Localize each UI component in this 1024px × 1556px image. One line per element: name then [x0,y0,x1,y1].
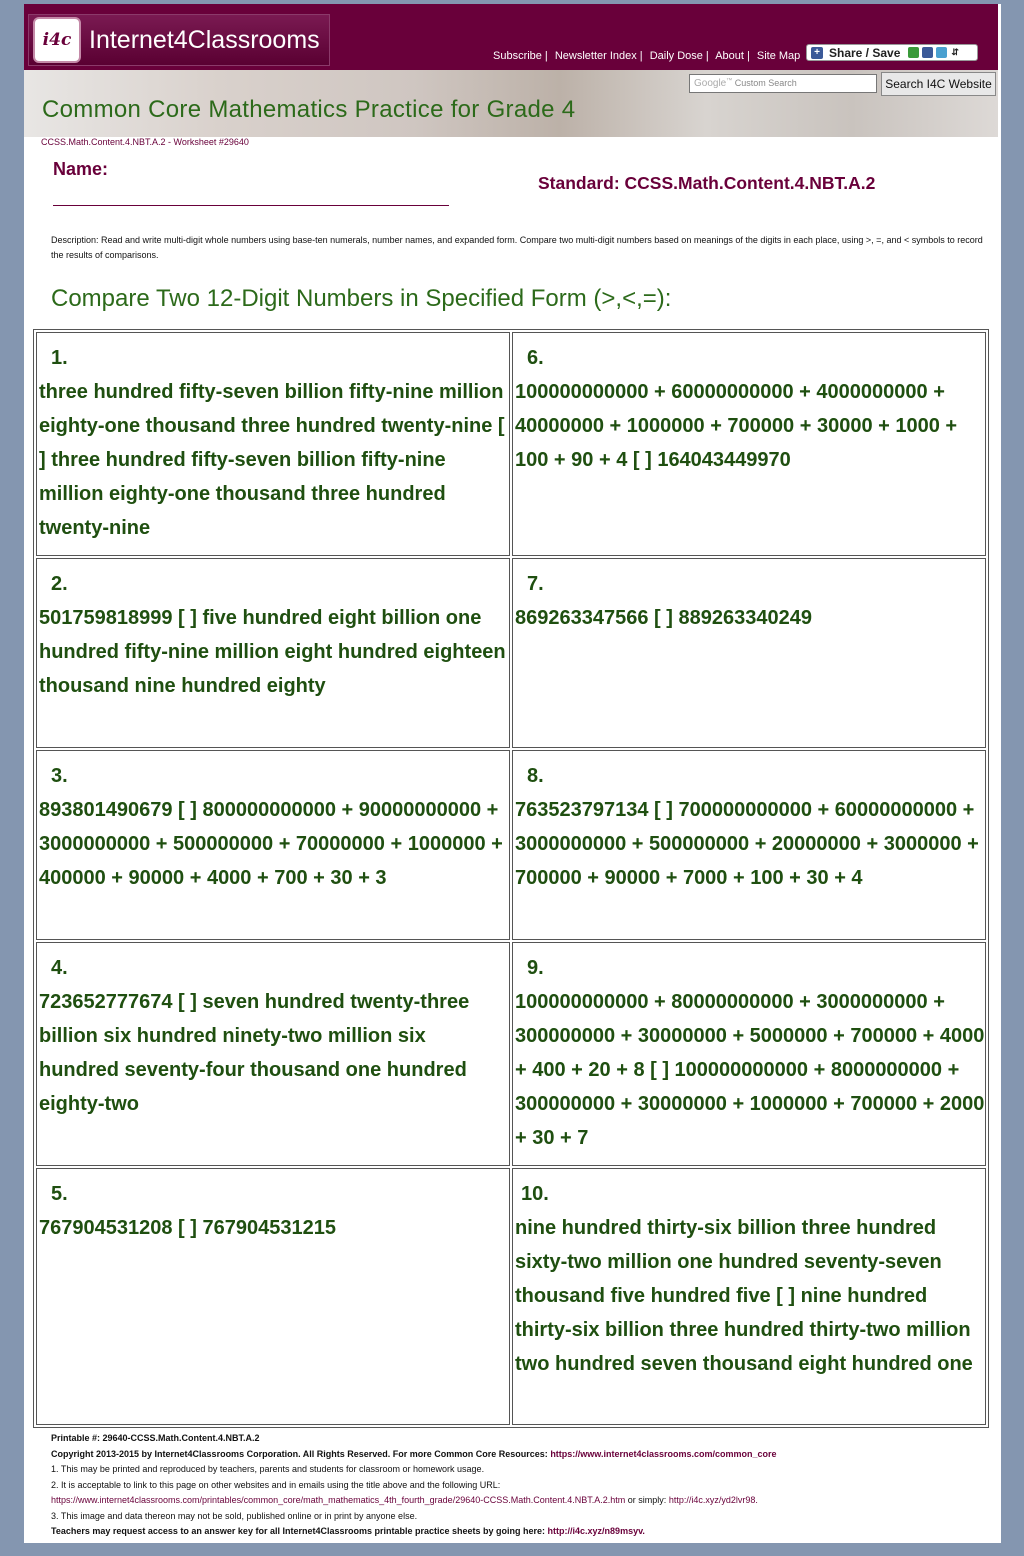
nav-site-map[interactable]: Site Map [756,50,801,62]
nav-about[interactable]: About [715,50,744,62]
problem-5 [36,1168,510,1425]
problem-number: 3. [51,765,68,787]
problem-4 [36,942,510,1166]
problem-text: nine hundred thirty-six billion three hundred sixty-two million one hundred seventy-seven thousand five hundred five [ ] nine hundred thirty-six billion three hundred thirty-two million two hundred seven thousand eight hundred one [515,1217,973,1375]
nav-newsletter-index[interactable]: Newsletter Index [554,50,637,62]
problem-grid [33,329,989,1428]
problem-2 [36,558,510,748]
problem-number: 2. [51,573,68,595]
problem-number: 5. [51,1183,68,1205]
common-core-link[interactable]: https://www.internet4classrooms.com/common_core [550,1448,777,1459]
problem-text: 100000000000 + 60000000000 + 4000000000 + 40000000 + 1000000 + 700000 + 30000 + 1000 + 100 + 90 + 4 [ ] 164043449970 [515,381,958,471]
nav-subscribe[interactable]: Subscribe [493,50,542,62]
banner [24,70,998,137]
email-share-icon [908,47,919,58]
footer [51,1431,991,1540]
problem-3 [36,750,510,940]
problem-text: 767904531208 [ ] 767904531215 [39,1217,336,1239]
answer-key-link[interactable]: http://i4c.xyz/n89msyv. [547,1526,645,1536]
name-line [53,205,449,206]
problem-text: 723652777674 [ ] seven hundred twenty-three billion six hundred ninety-two million six hundred seventy-four thousand one hundred eighty-two [39,991,470,1115]
problem-number: 4. [51,957,68,979]
search-placeholder: Custom Search [734,78,797,88]
problem-6 [512,332,986,556]
facebook-icon [922,47,933,58]
share-save-button[interactable] [806,44,978,61]
copyright: Copyright 2013-2015 by Internet4Classrooms Corporation. All Rights Reserved. For more Common Core Resources: https://www.internet4classrooms.com/common_core [51,1448,777,1459]
problem-number: 8. [527,765,544,787]
section-title: Compare Two 12-Digit Numbers in Specified Form (>,<,=): [51,285,672,312]
search-button[interactable]: Search I4C Website [881,72,996,96]
worksheet-url-link[interactable]: https://www.internet4classrooms.com/printables/common_core/math_mathematics_4th_fourth_grade/29640-CCSS.Math.Content.4.NBT.A.2.htm [51,1495,626,1505]
standard-label: Standard: CCSS.Math.Content.4.NBT.A.2 [538,173,876,193]
problem-number: 9. [527,957,544,979]
share-plus-icon: + [811,47,823,59]
page-title: Common Core Mathematics Practice for Grade 4 [42,96,576,123]
logo-text: Internet4Classrooms [89,26,320,54]
header-bar [24,4,998,70]
problem-9 [512,942,986,1166]
name-label: Name: [53,159,109,179]
problem-text: three hundred fifty-seven billion fifty-nine million eighty-one thousand three hundred twenty-nine [ ] three hundred fifty-seven billion fifty-nine million eighty-one thousand three hundred twenty-nine [39,381,505,539]
problem-text: 893801490679 [ ] 800000000000 + 90000000000 + 3000000000 + 500000000 + 70000000 + 1000000 + 400000 + 90000 + 4000 + 700 + 30 + 3 [39,799,503,889]
problem-text: 763523797134 [ ] 700000000000 + 60000000000 + 3000000000 + 500000000 + 20000000 + 3000000 + 700000 + 90000 + 7000 + 100 + 30 + 4 [515,799,979,889]
share-label: Share / Save [829,45,901,60]
twitter-icon [936,47,947,58]
answer-key-note: Teachers may request access to an answer key for all Internet4Classrooms printable practice sheets by going here: http://i4c.xyz/n89msyv. [51,1526,645,1536]
problem-7 [512,558,986,748]
nav-daily-dose[interactable]: Daily Dose [649,50,703,62]
i4c-logo-icon: i4c [33,17,81,63]
description: Description: Read and write multi-digit whole numbers using base-ten numerals, number names, and expanded form. Compare two multi-digit numbers based on meanings of the digits in each place, using >, =, and < symbols to record the results of comparisons. [51,235,983,260]
problem-8 [512,750,986,940]
problem-text: 501759818999 [ ] five hundred eight billion one hundred fifty-nine million eight hundred eighteen thousand nine hundred eighty [39,607,506,697]
note-3: 3. This image and data thereon may not be sold, published online or in print by anyone else. [51,1510,418,1521]
page [24,4,1001,1543]
problem-1 [36,332,510,556]
top-nav: Subscribe | Newsletter Index | Daily Dose | About | Site Map [493,50,801,62]
breadcrumb: CCSS.Math.Content.4.NBT.A.2 - Worksheet #29640 [41,137,249,147]
problem-10 [512,1168,986,1425]
google-logo: Google [694,78,727,89]
problem-text: 100000000000 + 80000000000 + 3000000000 + 300000000 + 30000000 + 5000000 + 700000 + 4000 + 400 + 20 + 8 [ ] 100000000000 + 8000000000 + 300000000 + 30000000 + 1000000 + 700000 + 2000 + 30 + 7 [515,991,985,1149]
note-2: 2. It is acceptable to link to this page on other websites and in emails using the title above and the following URL: [51,1479,501,1490]
problem-number: 6. [527,347,544,369]
note-2-urls: https://www.internet4classrooms.com/printables/common_core/math_mathematics_4th_fourth_grade/29640-CCSS.Math.Content.4.NBT.A.2.htm or simply: http://i4c.xyz/yd2lvr98. [51,1495,758,1505]
problem-number: 10. [521,1183,549,1205]
short-url-link[interactable]: http://i4c.xyz/yd2lvr98. [668,1495,758,1505]
problem-text: 869263347566 [ ] 889263340249 [515,607,812,629]
chevron-updown-icon: ⇵ [951,47,959,57]
printable-number: Printable #: 29640-CCSS.Math.Content.4.NBT.A.2 [51,1433,260,1443]
problem-number: 7. [527,573,544,595]
search-input[interactable]: Google™ Custom Search [689,74,877,93]
problem-number: 1. [51,347,68,369]
note-1: 1. This may be printed and reproduced by teachers, parents and students for classroom or homework usage. [51,1464,485,1474]
site-logo[interactable] [28,14,330,66]
